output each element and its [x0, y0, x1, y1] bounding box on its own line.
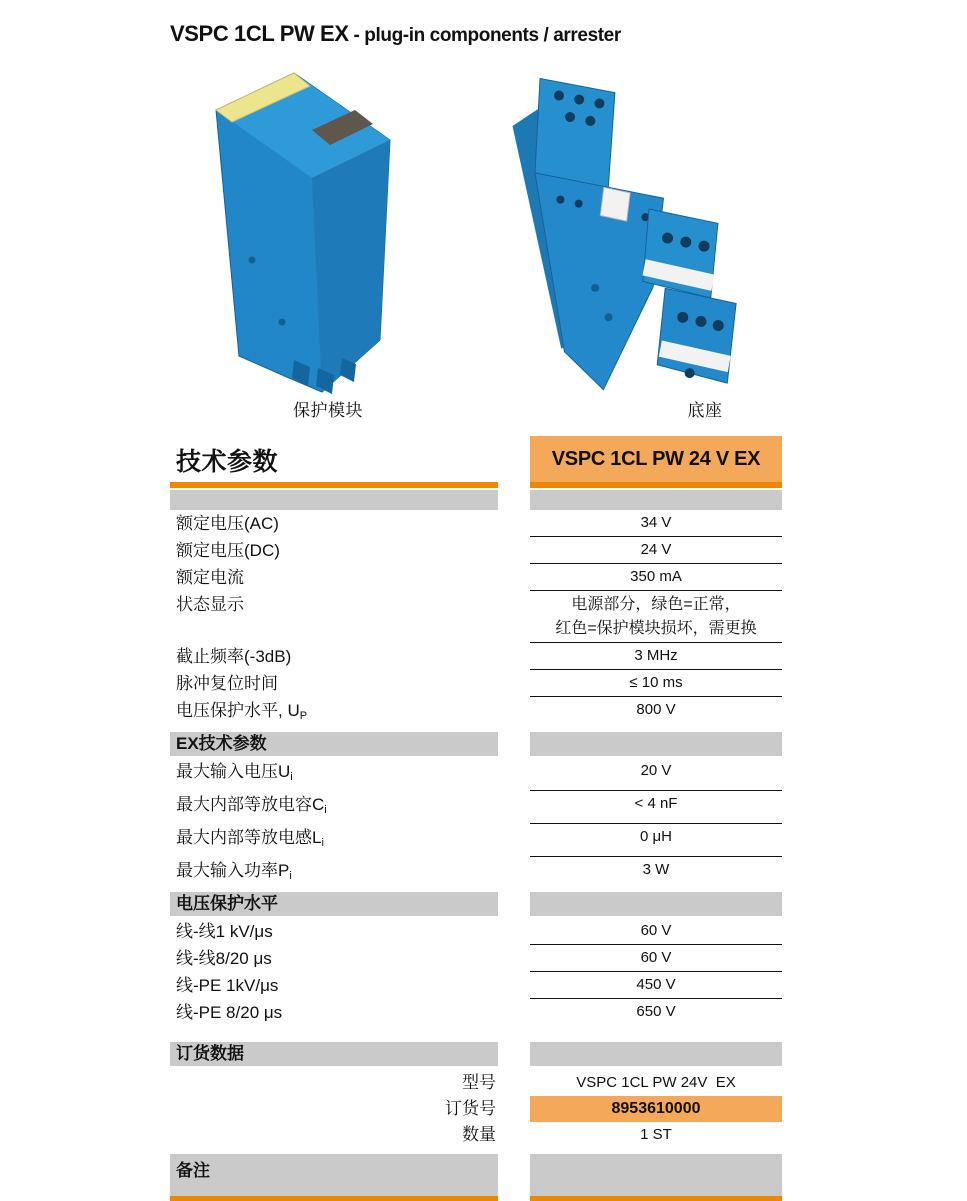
row-value: 3 W: [642, 861, 670, 878]
order-qty-row: [170, 1122, 784, 1148]
notes-label: 备注: [170, 1154, 498, 1201]
order-qty-value: 1 ST: [640, 1126, 672, 1143]
spacer-bar: [530, 490, 782, 510]
section-header-row: [170, 892, 784, 916]
order-model-label: 型号: [462, 1073, 496, 1092]
order-number-label: 订货号: [445, 1099, 496, 1118]
table-row: [170, 697, 784, 730]
row-label: 状态显示: [176, 595, 244, 614]
row-value: < 4 nF: [530, 791, 782, 824]
row-label: 线-PE 8/20 μs: [176, 1003, 283, 1022]
row-value: 34 V: [530, 510, 782, 537]
table-row: [170, 824, 784, 857]
module-screw-hole: [279, 319, 286, 326]
row-label: 额定电压(DC): [176, 541, 280, 560]
row-label-subscript: i: [289, 870, 292, 882]
table-row: [170, 670, 784, 697]
row-label-subscript: P: [299, 710, 308, 722]
order-number-row: [170, 1096, 784, 1122]
order-section-label: 订货数据: [170, 1042, 498, 1066]
row-label: [170, 824, 498, 857]
row-value: 3 MHz: [530, 643, 782, 670]
row-value: [530, 591, 782, 643]
table-row: [170, 945, 784, 972]
table-row: [170, 564, 784, 591]
section-header-bar: [530, 892, 782, 916]
product-header-badge: VSPC 1CL PW 24 V EX: [530, 436, 782, 488]
row-value: 60 V: [530, 945, 782, 972]
table-row: [170, 972, 784, 999]
row-label: 脉冲复位时间: [176, 674, 278, 693]
row-value: 650 V: [636, 1003, 676, 1020]
spacer-bar: [170, 490, 498, 510]
row-value-line2: 红色=保护模块损坏，需更换: [555, 620, 757, 637]
row-label: 截止频率(-3dB): [176, 647, 292, 666]
row-value-line1: 电源部分，绿色=正常，: [571, 596, 741, 613]
row-label: [170, 697, 498, 730]
notes-section-row: [170, 1154, 784, 1201]
row-label-subscript: i: [321, 837, 324, 849]
row-value: 60 V: [530, 918, 782, 945]
row-value: 450 V: [530, 972, 782, 999]
spec-table: [170, 436, 784, 1201]
section-header-bar: [530, 732, 782, 756]
row-label: 额定电压(AC): [176, 514, 279, 533]
row-label: [170, 791, 498, 824]
row-label-text: 最大内部等放电感L: [176, 828, 322, 847]
notes-bar: [530, 1154, 782, 1201]
table-header-row: [170, 436, 784, 488]
table-row: [170, 510, 784, 537]
table-row: [170, 591, 784, 643]
section-header-bar: [530, 1042, 782, 1066]
row-value: ≤ 10 ms: [530, 670, 782, 697]
spacer-bar-row: [170, 490, 784, 510]
table-row: [170, 999, 784, 1026]
table-row: [170, 537, 784, 564]
module-front-face: [312, 140, 390, 392]
row-label-text: 最大输入电压U: [176, 762, 291, 781]
section-header-row: [170, 732, 784, 756]
order-section-header-row: [170, 1042, 784, 1066]
row-label-subscript: i: [324, 804, 327, 816]
row-label-text: 最大内部等放电容C: [176, 795, 325, 814]
row-value: 20 V: [530, 758, 782, 791]
table-row: [170, 791, 784, 824]
section-header-label: 电压保护水平: [170, 892, 498, 916]
base-socket-image: [500, 58, 765, 398]
row-label: 额定电流: [176, 568, 244, 587]
row-label: 线-线1 kV/μs: [176, 922, 273, 941]
module-caption: 保护模块: [293, 401, 363, 420]
row-label: 线-PE 1kV/μs: [176, 976, 279, 995]
row-label-text: 最大输入功率P: [176, 861, 290, 880]
protection-module-image: [188, 60, 428, 395]
page-title-subtitle: - plug-in components / arrester: [348, 25, 621, 46]
order-qty-label: 数量: [462, 1125, 496, 1144]
module-screw-hole: [249, 257, 256, 264]
table-row: [170, 918, 784, 945]
section-header-label: EX技术参数: [170, 732, 498, 756]
table-row: [170, 857, 784, 890]
row-label: 线-线8/20 μs: [176, 949, 272, 968]
row-label-text: 电压保护水平, U: [176, 701, 300, 720]
table-row: [170, 643, 784, 670]
row-value: 350 mA: [530, 564, 782, 591]
specs-heading-cell: [170, 436, 498, 488]
row-value: 800 V: [636, 701, 676, 718]
order-model-row: [170, 1070, 784, 1096]
page-title: [170, 12, 621, 49]
row-label-subscript: i: [290, 771, 293, 783]
row-label: [170, 758, 498, 791]
order-model-value: VSPC 1CL PW 24V EX: [576, 1074, 736, 1091]
base-caption: 底座: [687, 401, 723, 420]
order-number-value: 8953610000: [530, 1096, 782, 1122]
row-value: 0 μH: [530, 824, 782, 857]
section-gap: [170, 1026, 784, 1040]
table-row: [170, 758, 784, 791]
page-title-model: VSPC 1CL PW EX: [170, 21, 349, 46]
row-value: 24 V: [530, 537, 782, 564]
specs-heading: 技术参数: [176, 448, 279, 476]
row-label: [170, 857, 498, 890]
